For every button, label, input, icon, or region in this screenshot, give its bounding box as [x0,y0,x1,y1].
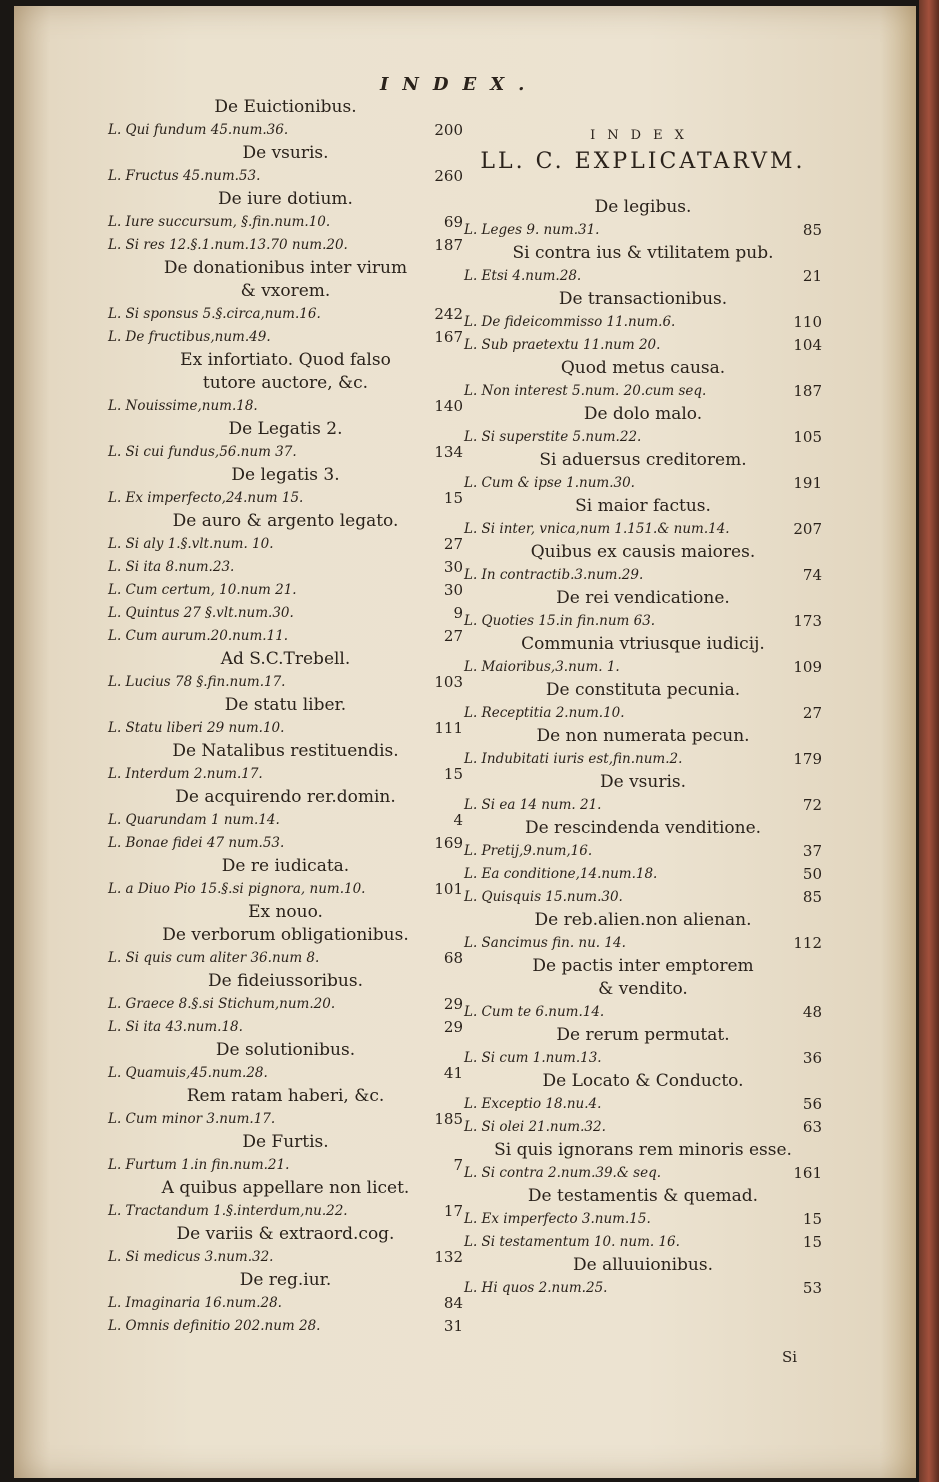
index-entry [108,119,463,142]
index-heading: Quod metus causa. [560,358,726,378]
index-entry [108,878,463,901]
index-heading: De non numerata pecun. [536,726,750,746]
index-entry [464,840,822,863]
index-entry [464,265,822,288]
entry-text: L. Interdum 2.num.17. [108,766,263,782]
entry-page-number: 167 [434,328,463,346]
section-title-block [464,126,822,178]
index-entry [464,932,822,955]
index-heading: De Euictionibus. [214,97,357,117]
index-heading: Quibus ex causis maiores. [530,542,756,562]
entry-page-number: 37 [802,842,822,860]
entry-text: L. Ex imperfecto,24.num 15. [108,490,304,506]
entry-text: L. Si cum 1.num.13. [464,1050,602,1066]
entry-page-number: 17 [443,1202,463,1220]
index-heading: De iure dotium. [218,189,353,209]
index-entry [464,1208,822,1231]
entry-text: L. Cum aurum.20.num.11. [108,628,289,644]
entry-page-number: 15 [443,765,463,783]
catchword: Si [782,1348,798,1366]
index-entry [108,1016,463,1039]
entry-text: L. Si medicus 3.num.32. [108,1249,274,1265]
index-entry [108,602,463,625]
index-heading: De solutionibus. [215,1040,356,1060]
index-entries-right [464,196,822,1300]
index-entry [108,1062,463,1085]
index-heading: De variis & extraord.cog. [176,1224,395,1244]
entry-text: L. Ex imperfecto 3.num.15. [464,1211,651,1227]
entry-page-number: 85 [802,888,822,906]
index-entry [464,1231,822,1254]
index-entry [108,165,463,188]
index-entry [108,763,463,786]
index-heading: De fideiussoribus. [208,971,363,991]
entry-page-number: 109 [793,658,822,676]
index-entry [464,426,822,449]
index-heading: De transactionibus. [558,289,728,309]
index-entry [108,1200,463,1223]
index-entry [464,702,822,725]
index-entry [108,625,463,648]
entry-page-number: 41 [443,1064,463,1082]
index-heading: Si aduersus creditorem. [539,450,747,470]
entry-text: L. Statu liberi 29 num.10. [108,720,285,736]
index-heading: De legatis 3. [231,465,340,485]
index-heading: Ex infortiato. Quod falso [180,350,391,370]
index-entry [464,748,822,771]
entry-page-number: 111 [434,719,463,737]
entry-text: L. Indubitati iuris est,fin.num.2. [464,751,683,767]
entry-text: L. Quoties 15.in fin.num 63. [464,613,656,629]
entry-page-number: 140 [434,397,463,415]
index-heading: De auro & argento legato. [172,511,399,531]
entry-text: L. Ea conditione,14.num.18. [464,866,658,882]
entry-page-number: 179 [793,750,822,768]
entry-text: L. Sub praetextu 11.num 20. [464,337,661,353]
entry-text: L. Cum te 6.num.14. [464,1004,605,1020]
index-entry [464,1047,822,1070]
entry-page-number: 169 [434,834,463,852]
index-entry [464,518,822,541]
index-entry [108,1315,463,1338]
entry-page-number: 30 [443,581,463,599]
index-entry [108,533,463,556]
index-entry [108,671,463,694]
entry-text: L. Sancimus fin. nu. 14. [464,935,626,951]
index-entry [464,1001,822,1024]
entry-page-number: 85 [802,221,822,239]
index-heading: De reb.alien.non alienan. [534,910,752,930]
index-heading: De verborum obligationibus. [162,925,409,945]
entry-text: L. Cum & ipse 1.num.30. [464,475,635,491]
index-heading: De acquirendo rer.domin. [175,787,396,807]
entry-text: L. a Diuo Pio 15.§.si pignora, num.10. [108,881,366,897]
index-heading: Ex nouo. [248,902,323,922]
entry-text: L. Etsi 4.num.28. [464,268,582,284]
index-column-left [108,96,463,1338]
entry-text: L. Pretij,9.num,16. [464,843,593,859]
entry-page-number: 134 [434,443,463,461]
index-entry [108,1108,463,1131]
index-heading: A quibus appellare non licet. [161,1178,410,1198]
index-heading: De legibus. [594,197,692,217]
index-entry [464,472,822,495]
entry-page-number: 112 [793,934,822,952]
entry-text: L. De fideicommisso 11.num.6. [464,314,676,330]
index-heading: Si maior factus. [575,496,711,516]
entry-text: L. Fructus 45.num.53. [108,168,261,184]
entry-page-number: 101 [434,880,463,898]
index-entry [464,886,822,909]
index-heading: De Furtis. [242,1132,329,1152]
entry-page-number: 187 [434,236,463,254]
entry-page-number: 53 [802,1279,822,1297]
entry-page-number: 15 [802,1233,822,1251]
entry-page-number: 63 [802,1118,822,1136]
index-entry [108,211,463,234]
index-heading: De rescindenda venditione. [524,818,762,838]
index-entry [108,1292,463,1315]
entry-text: L. Tractandum 1.§.interdum,nu.22. [108,1203,348,1219]
entry-page-number: 29 [443,995,463,1013]
index-heading: De statu liber. [224,695,347,715]
entry-text: L. Graece 8.§.si Stichum,num.20. [108,996,336,1012]
index-entry [108,947,463,970]
index-entry [464,219,822,242]
entry-text: L. Maioribus,3.num. 1. [464,659,620,675]
index-heading: De donationibus inter virum [163,258,408,278]
entry-page-number: 27 [443,627,463,645]
entry-text: L. Non interest 5.num. 20.cum seq. [464,383,707,399]
index-heading: De vsuris. [242,143,329,163]
entry-page-number: 260 [434,167,463,185]
index-entry [108,993,463,1016]
index-entry [108,326,463,349]
entry-page-number: 84 [443,1294,463,1312]
index-heading: De rei vendicatione. [556,588,730,608]
index-entry [464,1277,822,1300]
entry-text: L. Si quis cum aliter 36.num 8. [108,950,320,966]
entry-text: L. Si superstite 5.num.22. [464,429,642,445]
index-heading: De Locato & Conducto. [542,1071,744,1091]
index-heading: De alluuionibus. [572,1255,714,1275]
index-entry [464,863,822,886]
entry-text: L. De fructibus,num.49. [108,329,271,345]
entry-page-number: 7 [453,1156,463,1174]
entry-page-number: 29 [443,1018,463,1036]
index-entry [108,395,463,418]
entry-text: L. Qui fundum 45.num.36. [108,122,289,138]
entry-text: L. Si ita 8.num.23. [108,559,235,575]
entry-text: L. Si olei 21.num.32. [464,1119,606,1135]
entry-page-number: 173 [793,612,822,630]
entry-text: L. Lucius 78 §.fin.num.17. [108,674,286,690]
entry-text: L. Bonae fidei 47 num.53. [108,835,285,851]
index-entry [108,556,463,579]
index-heading: De Natalibus restituendis. [172,741,399,761]
index-heading: De rerum permutat. [556,1025,730,1045]
entry-page-number: 187 [793,382,822,400]
index-heading: Communia vtriusque iudicij. [521,634,765,654]
index-heading: De constituta pecunia. [545,680,741,700]
index-entry [108,1154,463,1177]
index-entry [464,1093,822,1116]
entry-text: L. Nouissime,num.18. [108,398,258,414]
index-heading: Rem ratam haberi, &c. [186,1086,385,1106]
entry-text: L. Cum minor 3.num.17. [108,1111,276,1127]
entry-text: L. In contractib.3.num.29. [464,567,644,583]
entry-page-number: 207 [793,520,822,538]
index-entry [108,303,463,326]
index-column-right [464,126,822,1300]
index-heading: De reg.iur. [239,1270,332,1290]
entry-text: L. Si contra 2.num.39.& seq. [464,1165,661,1181]
section-title: LL. C. EXPLICATARVM. [480,149,806,174]
entry-text: L. Quisquis 15.num.30. [464,889,623,905]
page-edge [919,0,939,1482]
entry-text: L. Hi quos 2.num.25. [464,1280,608,1296]
entry-text: L. Si ita 43.num.18. [108,1019,243,1035]
index-heading: Ad S.C.Trebell. [220,649,351,669]
entry-text: L. Exceptio 18.nu.4. [464,1096,602,1112]
entry-page-number: 161 [793,1164,822,1182]
index-heading: Si quis ignorans rem minoris esse. [494,1140,792,1160]
entry-text: L. Si res 12.§.1.num.13.70 num.20. [108,237,348,253]
entry-page-number: 48 [802,1003,822,1021]
index-entry [108,832,463,855]
entry-text: L. Quarundam 1 num.14. [108,812,280,828]
entry-text: L. Imaginaria 16.num.28. [108,1295,282,1311]
entry-page-number: 200 [434,121,463,139]
entry-page-number: 56 [802,1095,822,1113]
entry-page-number: 27 [443,535,463,553]
index-entry [464,610,822,633]
entry-page-number: 185 [434,1110,463,1128]
index-entry [464,1116,822,1139]
index-heading: De pactis inter emptorem [532,956,754,976]
index-entry [108,487,463,510]
entry-text: L. Si inter, vnica,num 1.151.& num.14. [464,521,730,537]
entry-text: L. Si aly 1.§.vlt.num. 10. [108,536,274,552]
index-heading: De vsuris. [599,772,687,792]
entry-page-number: 72 [802,796,822,814]
index-entry [464,1162,822,1185]
index-heading: De Legatis 2. [228,419,343,439]
index-entry [108,809,463,832]
entry-text: L. Si testamentum 10. num. 16. [464,1234,680,1250]
entry-text: L. Quamuis,45.num.28. [108,1065,268,1081]
entry-page-number: 110 [793,313,822,331]
index-heading: Si contra ius & vtilitatem pub. [512,243,774,263]
index-entry [108,1246,463,1269]
entry-page-number: 132 [434,1248,463,1266]
entry-page-number: 68 [443,949,463,967]
index-heading: De dolo malo. [583,404,703,424]
index-heading: De re iudicata. [221,856,350,876]
entry-page-number: 74 [802,566,822,584]
index-entry [464,794,822,817]
index-entry [464,380,822,403]
entry-page-number: 30 [443,558,463,576]
entry-text: L. Omnis definitio 202.num 28. [108,1318,321,1334]
running-head: INDEX. [380,74,539,95]
index-heading: & vxorem. [240,281,331,301]
entry-page-number: 31 [443,1317,463,1335]
entry-text: L. Si sponsus 5.§.circa,num.16. [108,306,321,322]
index-entry [108,717,463,740]
index-heading: tutore auctore, &c. [202,373,369,393]
index-entry [464,311,822,334]
index-entry [464,564,822,587]
entry-text: L. Iure succursum, §.fin.num.10. [108,214,331,230]
entry-page-number: 27 [802,704,822,722]
entry-page-number: 4 [453,811,463,829]
entry-page-number: 15 [443,489,463,507]
entry-text: L. Cum certum, 10.num 21. [108,582,297,598]
index-entry [108,441,463,464]
entry-text: L. Leges 9. num.31. [464,222,600,238]
entry-text: L. Receptitia 2.num.10. [464,705,625,721]
entry-page-number: 105 [793,428,822,446]
entry-page-number: 9 [453,604,463,622]
index-entry [108,234,463,257]
entry-text: L. Si ea 14 num. 21. [464,797,602,813]
entry-page-number: 36 [802,1049,822,1067]
index-entry [464,334,822,357]
index-heading: De testamentis & quemad. [527,1186,759,1206]
entry-page-number: 69 [443,213,463,231]
entry-page-number: 21 [802,267,822,285]
entry-text: L. Quintus 27 §.vlt.num.30. [108,605,294,621]
entry-page-number: 104 [793,336,822,354]
index-heading: & vendito. [598,979,688,999]
entry-text: L. Si cui fundus,56.num 37. [108,444,297,460]
entry-page-number: 50 [802,865,822,883]
entry-page-number: 103 [434,673,463,691]
entry-page-number: 15 [802,1210,822,1228]
section-title-sup: INDEX [590,128,696,143]
entry-text: L. Furtum 1.in fin.num.21. [108,1157,290,1173]
index-entry [464,656,822,679]
index-entry [108,579,463,602]
entry-page-number: 191 [793,474,822,492]
entry-page-number: 242 [434,305,463,323]
